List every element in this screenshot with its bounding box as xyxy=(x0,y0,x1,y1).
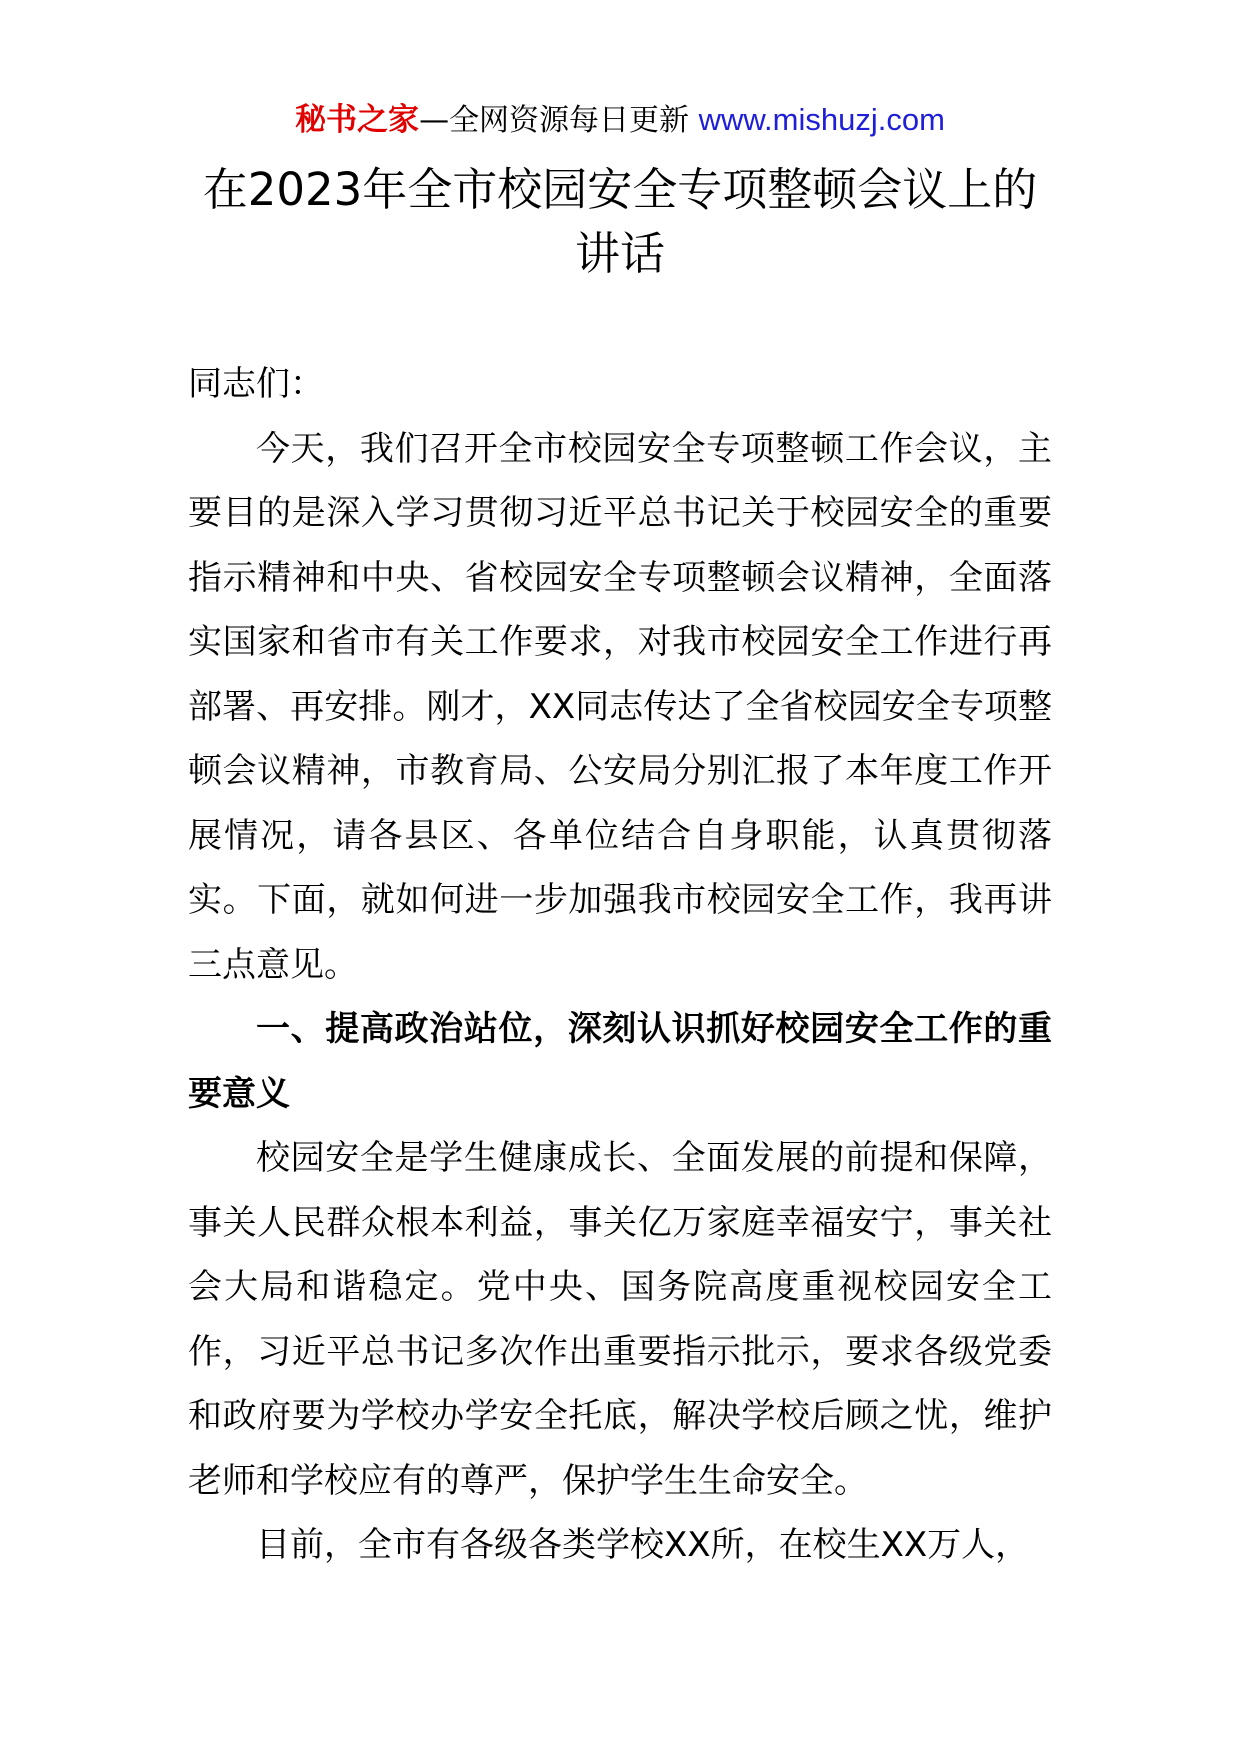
title-line-1: 在2023年全市校园安全专项整顿会议上的 xyxy=(202,163,1038,216)
site-url-link[interactable]: www.mishuzj.com xyxy=(698,102,945,137)
header-tagline: —全网资源每日更新 xyxy=(419,103,690,138)
salutation: 同志们： xyxy=(188,364,324,404)
body-paragraph-current-status: 目前，全市有各级各类学校XX所，在校生XX万人， xyxy=(256,1525,1030,1565)
section-heading-1: 一、提高政治站位，深刻认识抓好校园安全工作的重要意义 xyxy=(188,1009,1052,1114)
title-line-2: 讲话 xyxy=(574,227,665,280)
document-body xyxy=(188,352,1052,1578)
document-title xyxy=(170,158,1070,286)
body-paragraph-intro: 今天，我们召开全市校园安全专项整顿工作会议，主要目的是深入学习贯彻习近平总书记关于校园安全的重要指示精神和中央、省校园安全专项整顿会议精神，全面落实国家和省市有关工作要求，对我市校园安全工作进行再部署、再安排。刚才，XX同志传达了全省校园安全专项整顿会议精神，市教育局、公安局分别汇报了本年度工作开展情况，请各县区、各单位结合自身职能，认真贯彻落实。下面，就如何进一步加强我市校园安全工作，我再讲三点意见。 xyxy=(188,428,1052,985)
site-header xyxy=(0,100,1240,141)
brand-name: 秘书之家 xyxy=(295,102,420,138)
body-paragraph-campus-safety: 校园安全是学生健康成长、全面发展的前提和保障，事关人民群众根本利益，事关亿万家庭幸福安宁，事关社会大局和谐稳定。党中央、国务院高度重视校园安全工作，习近平总书记多次作出重要指示批示，要求各级党委和政府要为学校办学安全托底，解决学校后顾之忧，维护老师和学校应有的尊严，保护学生生命安全。 xyxy=(188,1138,1052,1501)
